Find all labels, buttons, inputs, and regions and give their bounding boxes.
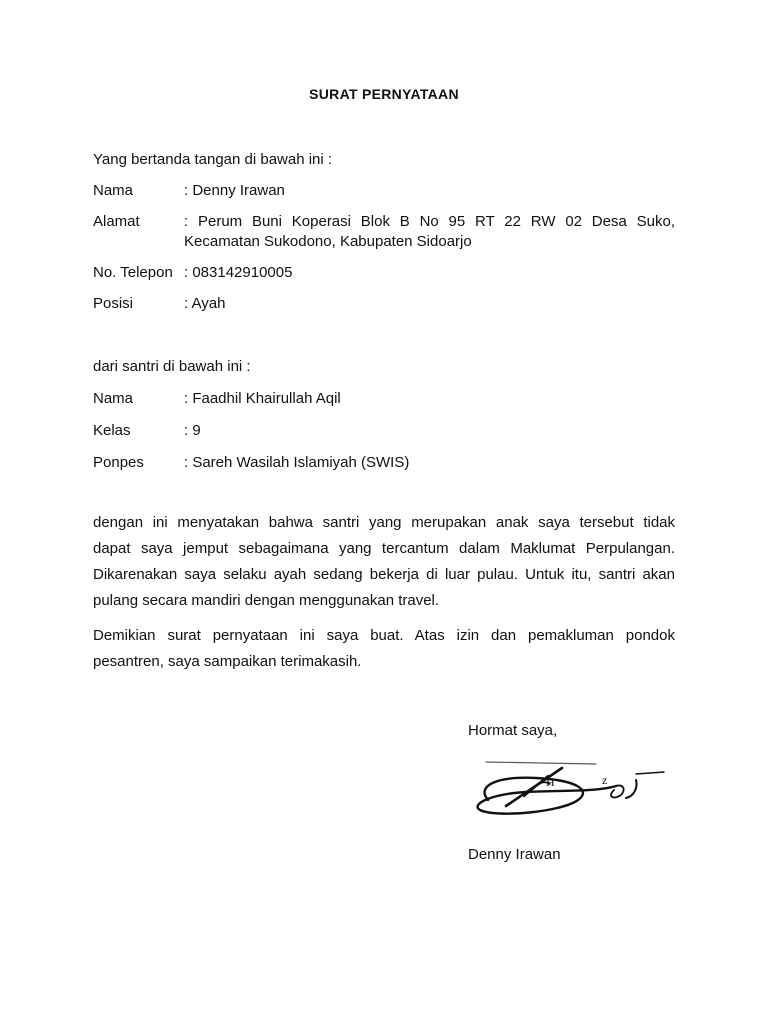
closing-paragraph bbox=[93, 623, 675, 675]
statement-line: pulang secara mandiri dengan menggunakan travel. bbox=[93, 592, 440, 609]
parent-address-line-1: : Perum Buni Koperasi Blok B No 95 RT 22 RW 02 Desa Suko, bbox=[184, 213, 675, 230]
signature-drawing bbox=[466, 754, 670, 840]
parent-address-label: Alamat bbox=[93, 213, 140, 230]
closing-line: pesantren, saya sampaikan terimakasih. bbox=[93, 653, 362, 670]
parent-name-label: Nama bbox=[93, 182, 134, 199]
parent-name-value: : Denny Irawan bbox=[184, 182, 285, 199]
signature-initial: H bbox=[546, 775, 555, 789]
student-name-label: Nama bbox=[93, 390, 134, 407]
letter-title: SURAT PERNYATAAN bbox=[309, 86, 459, 102]
statement-line: Dikarenakan saya selaku ayah sedang bekerja di luar pulau. Untuk itu, santri akan bbox=[93, 566, 675, 583]
statement-paragraph bbox=[93, 510, 675, 614]
parent-position-value: : Ayah bbox=[184, 295, 226, 312]
statement-line: dengan ini menyatakan bahwa santri yang merupakan anak saya tersebut tidak bbox=[93, 514, 675, 531]
parent-address-row bbox=[93, 213, 675, 253]
student-class-label: Kelas bbox=[93, 422, 131, 439]
student-intro-text: dari santri di bawah ini : bbox=[93, 358, 251, 375]
statement-line: dapat saya jemput sebagaimana yang tercantum dalam Maklumat Perpulangan. bbox=[93, 540, 675, 557]
signer-name: Denny Irawan bbox=[468, 846, 561, 863]
parent-address-line-2 bbox=[184, 233, 675, 250]
parent-phone-label: No. Telepon bbox=[93, 264, 173, 281]
student-school-value: : Sareh Wasilah Islamiyah (SWIS) bbox=[184, 454, 410, 471]
student-name-value: : Faadhil Khairullah Aqil bbox=[184, 390, 341, 407]
regards-text: Hormat saya, bbox=[468, 722, 558, 739]
closing-line: Demikian surat pernyataan ini saya buat. Atas izin dan pemakluman pondok bbox=[93, 627, 675, 644]
signature-mark: z bbox=[602, 773, 608, 787]
parent-position-label: Posisi bbox=[93, 295, 134, 312]
parent-address-line-2-text: Kecamatan Sukodono, Kabupaten Sidoarjo bbox=[184, 233, 472, 250]
student-school-label: Ponpes bbox=[93, 454, 144, 471]
intro-text: Yang bertanda tangan di bawah ini : bbox=[93, 151, 333, 168]
parent-phone-value: : 083142910005 bbox=[184, 264, 293, 281]
student-class-value: : 9 bbox=[184, 422, 201, 439]
signature bbox=[466, 754, 670, 840]
